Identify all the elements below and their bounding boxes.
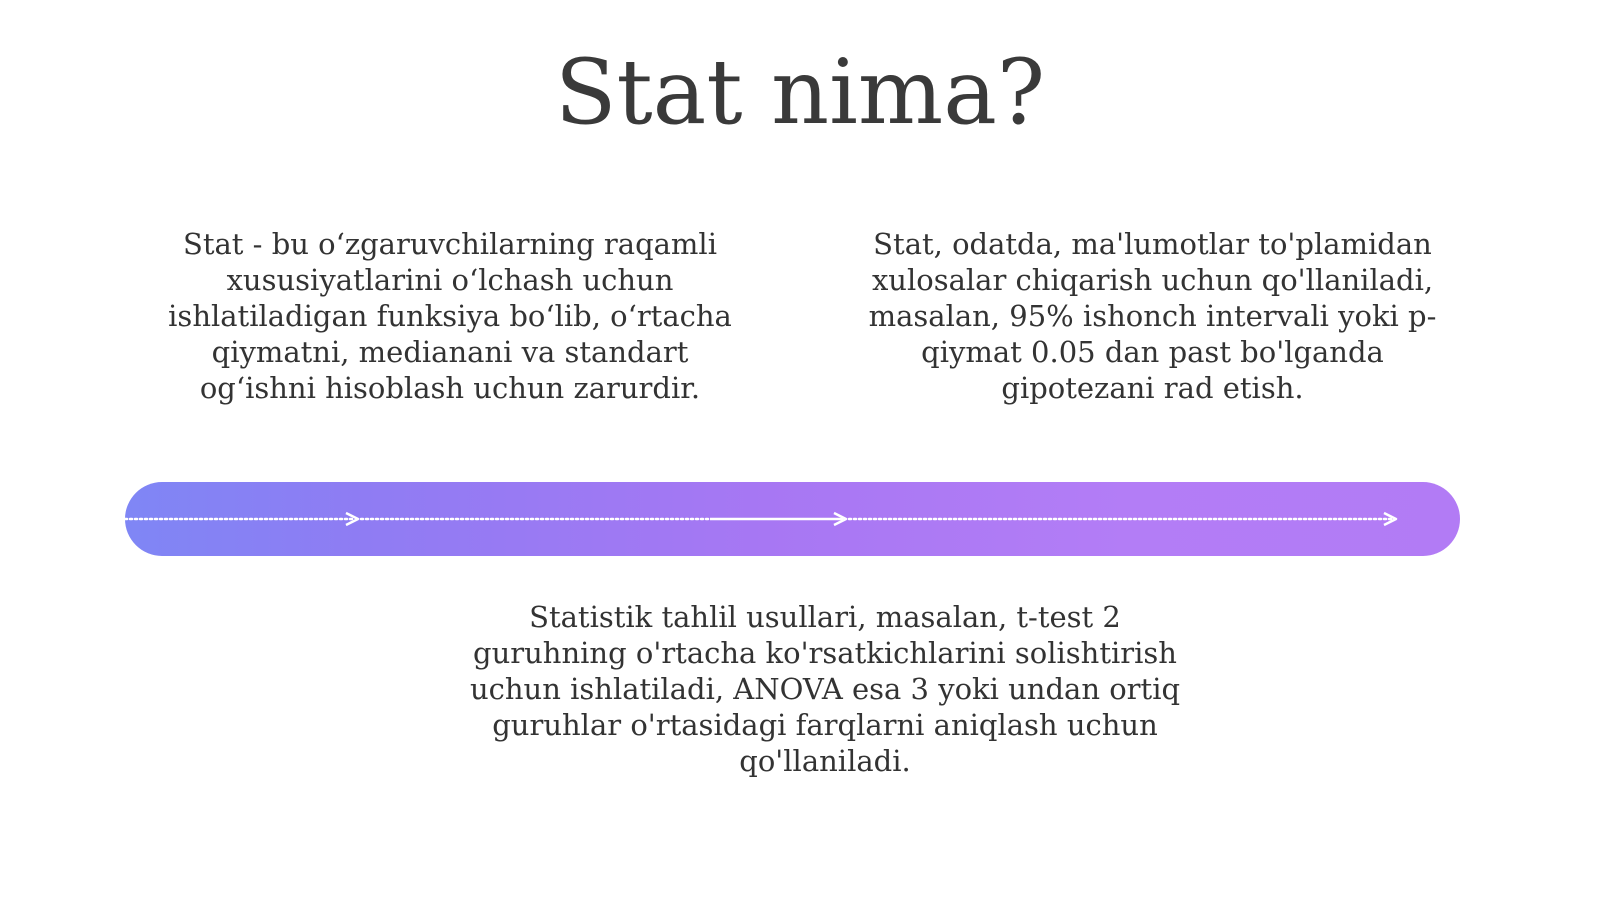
- text-block-bottom: Statistik tahlil usullari, masalan, t-test 2 guruhning o'rtacha ko'rsatkichlarini solishtirish uchun ishlatiladi, ANOVA esa 3 yoki undan ortiq guruhlar o'rtasidagi farqlarni aniqlash uchun qo'llaniladi.: [469, 600, 1181, 778]
- timeline-bar: [125, 482, 1460, 556]
- text-block-left: Stat - bu o‘zgaruvchilarning raqamli xususiyatlarini o‘lchash uchun ishlatiladigan funksiya bo‘lib, o‘rtacha qiymatni, medianani va standart og‘ishni hisoblash uchun zarurdir.: [168, 227, 732, 405]
- slide-title: Stat nima?: [554, 40, 1046, 145]
- text-block-right: Stat, odatda, ma'lumotlar to'plamidan xulosalar chiqarish uchun qo'llaniladi, masalan, 95% ishonch intervali yoki p-qiymat 0.05 dan past bo'lganda gipotezani rad etish.: [868, 227, 1437, 405]
- timeline-arrows: [125, 482, 1460, 556]
